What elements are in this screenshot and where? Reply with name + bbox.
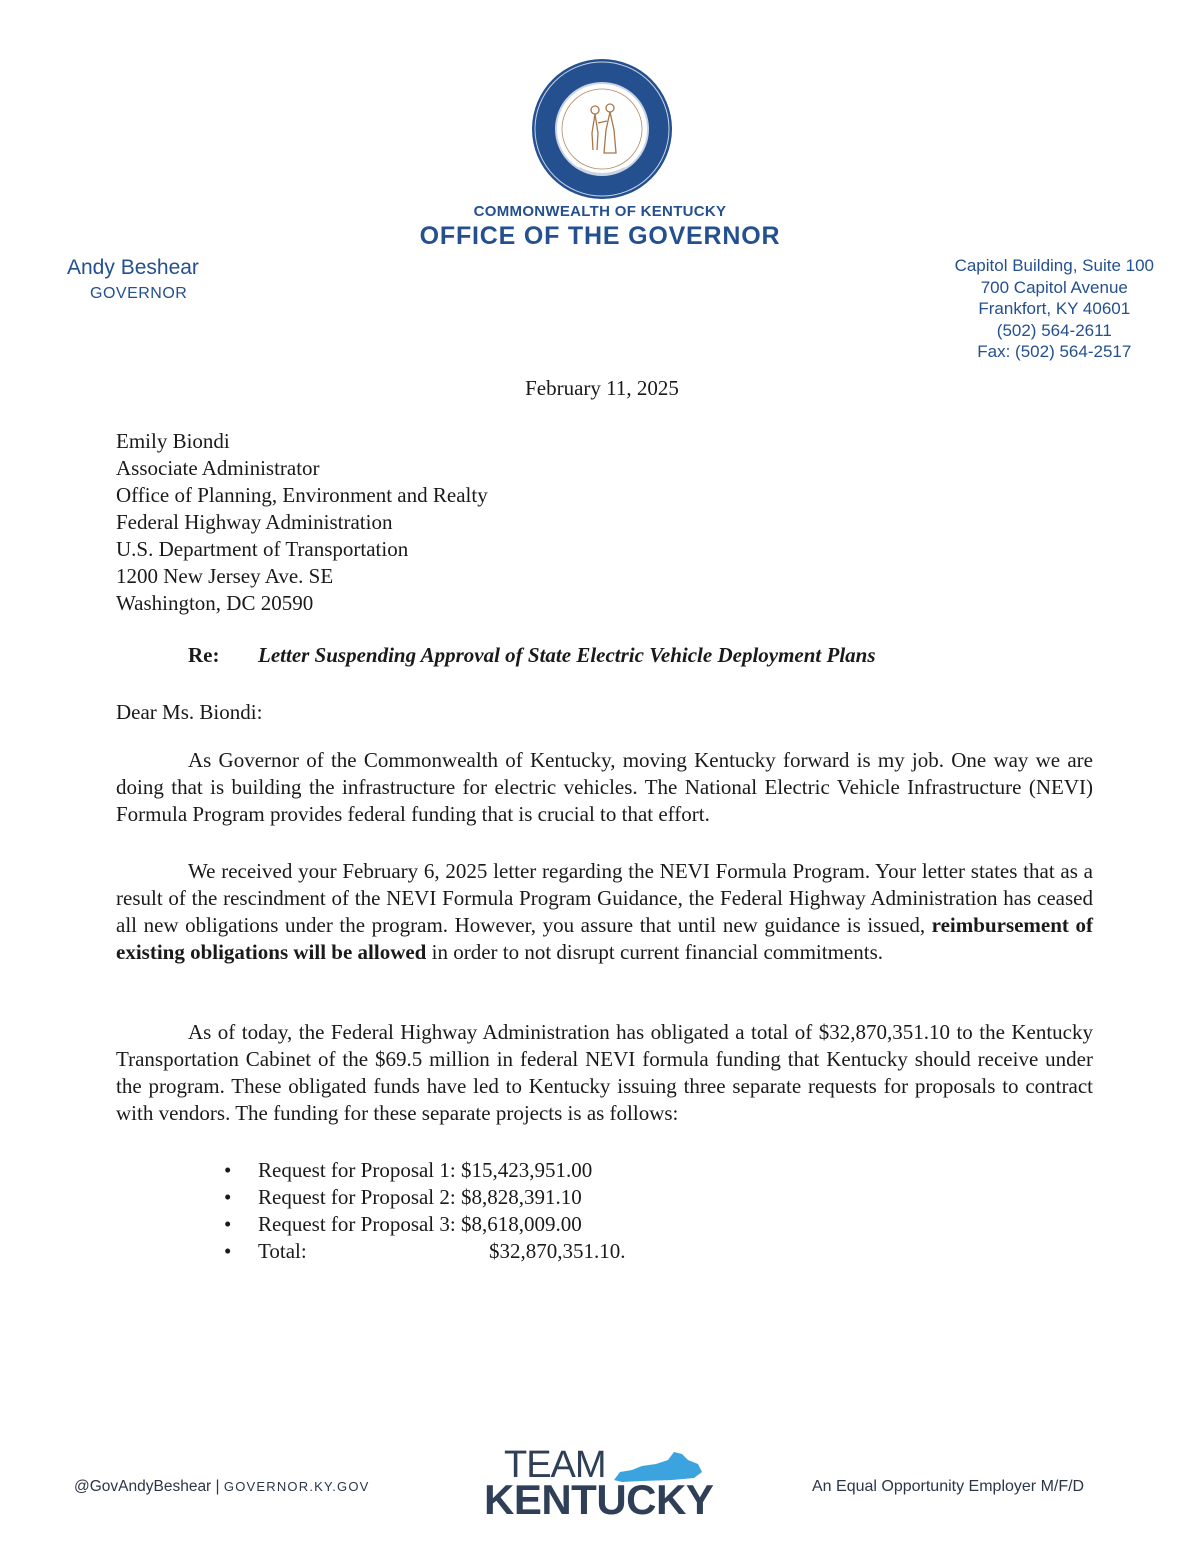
paragraph-2-emphasis: reimbursement of existing obligations will be allowed [116, 913, 1093, 964]
website-link[interactable]: GOVERNOR.KY.GOV [223, 1479, 370, 1494]
recipient-block [116, 428, 488, 617]
recipient-line: Emily Biondi [116, 429, 230, 453]
funding-item [222, 1157, 626, 1184]
paragraph-2-text-end: in order to not disrupt current financial commitments. [426, 940, 884, 964]
funding-list [222, 1157, 626, 1265]
letterhead-commonwealth: COMMONWEALTH OF KENTUCKY [473, 203, 727, 220]
letterhead-office: OFFICE OF THE GOVERNOR [419, 222, 781, 250]
phone: (502) 564-2611 [996, 320, 1112, 340]
address-line: 700 Capitol Avenue [980, 277, 1128, 297]
funding-label: Request for Proposal 3: [258, 1212, 456, 1236]
logo-team: TEAM [504, 1444, 606, 1486]
funding-amount: $32,870,351.10. [489, 1239, 626, 1263]
paragraph-1: As Governor of the Commonwealth of Kentucky, moving Kentucky forward is my job. One way we are doing that is building the infrastructure for electric vehicles. The National Electric Vehicle Infrastructure (NEVI) Formula Program provides federal funding that is crucial to that effort. [116, 748, 1093, 826]
governor-name: Andy Beshear [67, 256, 199, 279]
recipient-line: Federal Highway Administration [116, 510, 393, 534]
team-kentucky-logo [484, 1444, 734, 1523]
funding-label: Total: [258, 1239, 307, 1263]
governor-title: GOVERNOR [90, 285, 188, 302]
address-line: Capitol Building, Suite 100 [954, 256, 1154, 275]
separator: | [215, 1478, 220, 1495]
salutation: Dear Ms. Biondi: [116, 700, 263, 724]
funding-amount: $15,423,951.00 [460, 1158, 593, 1182]
re-subject: Letter Suspending Approval of State Electric Vehicle Deployment Plans [258, 643, 876, 667]
funding-item [222, 1211, 626, 1238]
letter-date: February 11, 2025 [525, 376, 679, 400]
recipient-line: U.S. Department of Transportation [116, 537, 409, 561]
address-line: Frankfort, KY 40601 [978, 299, 1131, 318]
recipient-line: Washington, DC 20590 [116, 591, 314, 615]
paragraph-2-text: We received your February 6, 2025 letter regarding the NEVI Formula Program. Your letter states that as a result of the rescindment of the NEVI Formula Program Guidance, the Federal Highway Administration has ceased all new obligations under the program. However, you assure that until new guidance is issued, [116, 859, 1093, 937]
state-seal-logo [531, 58, 673, 200]
footer-contact [74, 1478, 370, 1496]
fax: Fax: (502) 564-2517 [977, 342, 1132, 361]
funding-amount: $8,828,391.10 [460, 1185, 582, 1209]
funding-amount: $8,618,009.00 [460, 1212, 582, 1236]
recipient-line: Office of Planning, Environment and Realty [116, 483, 488, 507]
recipient-line: Associate Administrator [116, 456, 320, 480]
paragraph-2 [116, 858, 1093, 966]
re-label: Re: [188, 643, 220, 667]
recipient-line: 1200 New Jersey Ave. SE [116, 564, 334, 588]
funding-item [222, 1184, 626, 1211]
funding-total [222, 1238, 626, 1265]
office-address [955, 255, 1154, 363]
funding-label: Request for Proposal 2: [258, 1185, 456, 1209]
equal-opportunity-statement: An Equal Opportunity Employer M/F/D [812, 1478, 1085, 1495]
subject-line [188, 642, 876, 669]
funding-label: Request for Proposal 1: [258, 1158, 456, 1182]
twitter-handle[interactable]: @GovAndyBeshear [74, 1478, 212, 1495]
logo-kentucky: KENTUCKY [484, 1476, 714, 1523]
paragraph-3: As of today, the Federal Highway Administration has obligated a total of $32,870,351.10 to the Kentucky Transportation Cabinet of the $69.5 million in federal NEVI formula funding that Kentucky should receive under the program. These obligated funds have led to Kentucky issuing three separate requests for proposals to contract with vendors. The funding for these separate projects is as follows: [116, 1020, 1093, 1125]
